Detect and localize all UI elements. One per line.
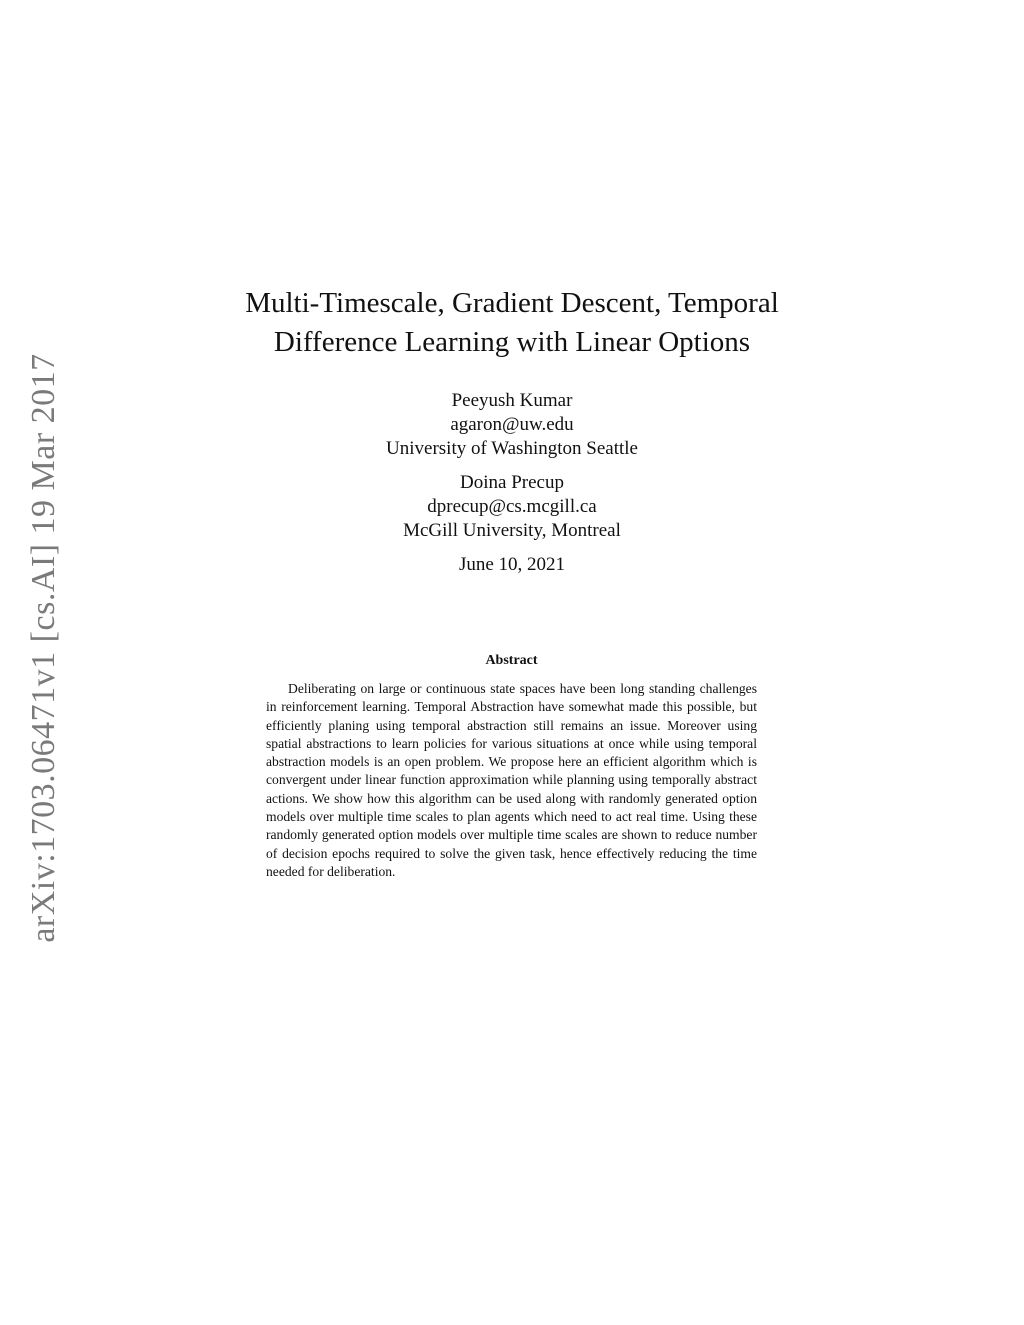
abstract-body: Deliberating on large or continuous state spaces have been long standing challenges in reinforcement learning. Temporal Abstraction have somewhat made this possible, but efficiently planing using temporal abstraction still remains an issue. Moreover using spatial abstractions to learn policies for various situations at once while using temporal abstraction models is an open problem. We propose here an efficient algorithm which is convergent under linear function approximation while planning using temporally abstract actions. We show how this algorithm can be used along with randomly generated option models over multiple time scales to plan agents which need to act real time. Using these randomly generated option models over multiple time scales are shown to reduce number of decision epochs required to solve the given task, hence effectively reducing the time needed for deliberation. (266, 681, 757, 879)
author-block (262, 471, 762, 543)
author-list (262, 389, 762, 543)
author-block (262, 389, 762, 461)
author-name: Peeyush Kumar (451, 390, 573, 411)
paper-date: June 10, 2021 (458, 554, 566, 575)
author-affiliation: University of Washington Seattle (386, 438, 638, 459)
author-name: Doina Precup (460, 472, 564, 493)
arxiv-identifier: arXiv:1703.06471v1 [cs.AI] 19 Mar 2017 (25, 353, 62, 943)
title-line-1: Multi-Timescale, Gradient Descent, Temporal (245, 287, 779, 319)
title-block (212, 284, 812, 362)
title-line-2: Difference Learning with Linear Options (273, 326, 751, 358)
author-email: dprecup@cs.mcgill.ca (427, 496, 597, 517)
abstract-section (266, 652, 757, 881)
abstract-heading: Abstract (485, 653, 538, 668)
paper-title (212, 284, 812, 362)
author-email: agaron@uw.edu (450, 414, 574, 435)
author-affiliation: McGill University, Montreal (403, 520, 621, 541)
